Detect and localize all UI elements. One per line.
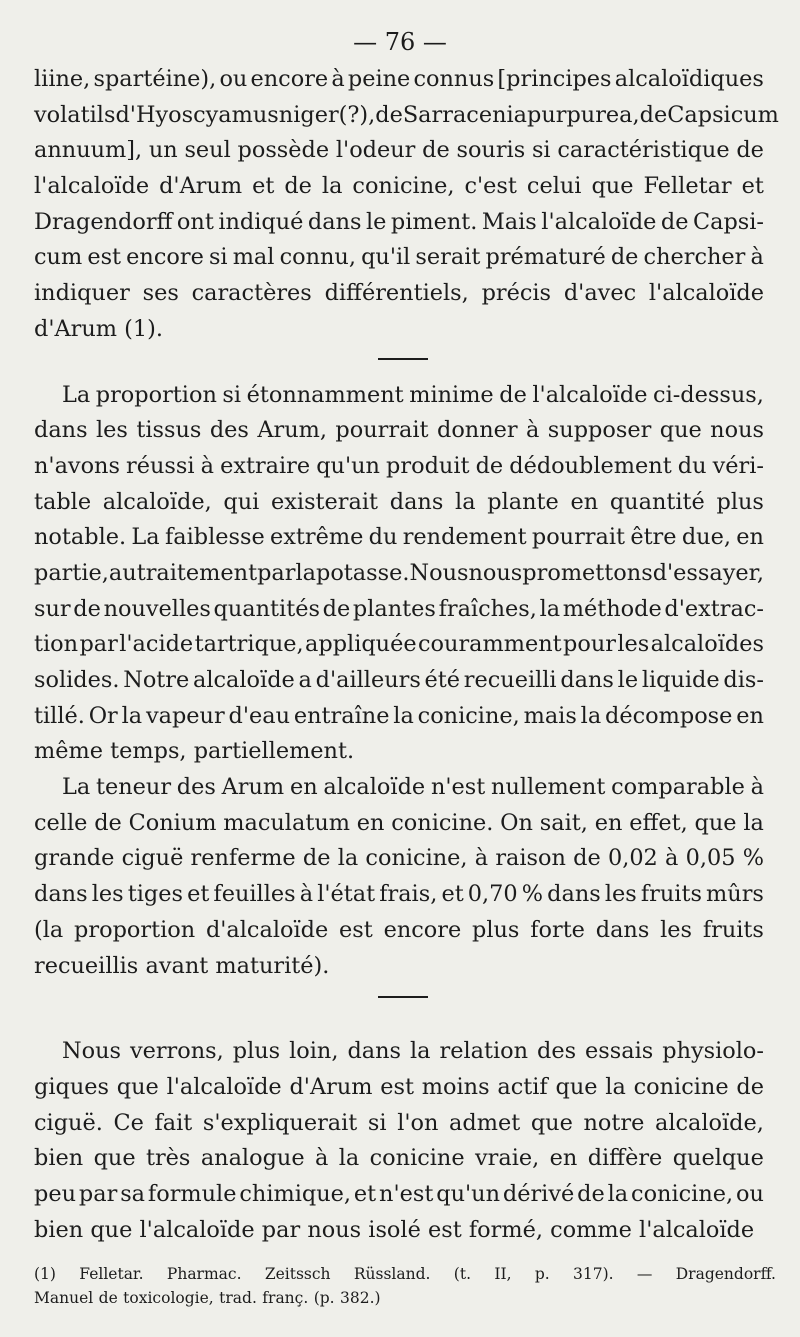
text-line: dans les tiges et feuilles à l'état frais, et 0,70 % dans les fruits mûrs (34, 881, 764, 908)
text-line: volatils d'Hyoscyamus niger (?), de Sarracenia purpurea, de Capsicum (34, 101, 779, 128)
text-line: (la proportion d'alcaloïde est encore plus forte dans les fruits (34, 916, 764, 943)
paragraph-4 (34, 1034, 764, 1248)
text-line: bien que l'alcaloïde par nous isolé est formé, comme l'alcaloïde (34, 1216, 755, 1243)
text-line: liine, spartéine), ou encore à peine connus [principes alcaloïdiques (34, 66, 764, 92)
text-line: grande ciguë renferme de la conicine, à raison de 0,02 à 0,05 % (34, 845, 764, 872)
text-line: partie, au traitement par la potasse. Nous nous promettons d'essayer, (34, 559, 765, 586)
section-divider (378, 358, 428, 360)
text-line: même temps, partiellement. (34, 738, 355, 765)
text-line: tion par l'acide tartrique, appliquée couramment pour les alcaloïdes (34, 631, 764, 658)
text-line: tillé. Or la vapeur d'eau entraîne la conicine, mais la décompose en (34, 702, 764, 729)
text-line: d'Arum (1). (34, 315, 164, 342)
page-number: — 76 — (353, 28, 447, 56)
paragraph-1 (34, 62, 779, 348)
text-line: Nous verrons, plus loin, dans la relation des essais physiolo- (62, 1038, 764, 1065)
text-line: Dragendorff ont indiqué dans le piment. Mais l'alcaloïde de Capsi- (34, 208, 764, 235)
footnote-line: (1) Felletar. Pharmac. Zeitssch Rüssland. (t. II, p. 317). — Dragendorff. (34, 1265, 776, 1283)
body-text (34, 62, 779, 1248)
text-line: l'alcaloïde d'Arum et de la conicine, c'est celui que Felletar et (34, 173, 764, 200)
text-line: ciguë. Ce fait s'expliquerait si l'on admet que notre alcaloïde, (34, 1109, 764, 1136)
text-line: peu par sa formule chimique, et n'est qu'un dérivé de la conicine, ou (34, 1180, 764, 1207)
text-line: table alcaloïde, qui existerait dans la plante en quantité plus (34, 488, 764, 515)
text-line: sur de nouvelles quantités de plantes fraîches, la méthode d'extrac- (34, 595, 764, 622)
footnote-line: Manuel de toxicologie, trad. franç. (p. 382.) (34, 1289, 381, 1307)
paragraph-2 (34, 378, 764, 771)
text-line: celle de Conium maculatum en conicine. On sait, en effet, que la (34, 809, 764, 836)
footnote (34, 1262, 776, 1310)
section-divider (378, 996, 428, 998)
text-line: dans les tissus des Arum, pourrait donner à supposer que nous (34, 417, 764, 444)
text-line: bien que très analogue à la conicine vraie, en diffère quelque (34, 1145, 764, 1172)
text-line: recueillis avant maturité). (34, 952, 330, 979)
text-line: giques que l'alcaloïde d'Arum est moins actif que la conicine de (34, 1073, 764, 1100)
text-line: solides. Notre alcaloïde a d'ailleurs été recueilli dans le liquide dis- (34, 667, 764, 693)
text-line: notable. La faiblesse extrême du rendement pourrait être due, en (34, 524, 764, 551)
text-line: La proportion si étonnamment minime de l'alcaloïde ci-dessus, (62, 381, 764, 408)
text-line: cum est encore si mal connu, qu'il serait prématuré de chercher à (34, 244, 764, 271)
text-line: indiquer ses caractères différentiels, précis d'avec l'alcaloïde (34, 280, 764, 307)
paragraph-3 (34, 770, 764, 984)
text-line: annuum], un seul possède l'odeur de souris si caractéristique de (34, 137, 764, 164)
text-line: La teneur des Arum en alcaloïde n'est nullement comparable à (62, 774, 764, 801)
text-line: n'avons réussi à extraire qu'un produit de dédoublement du véri- (34, 452, 764, 479)
